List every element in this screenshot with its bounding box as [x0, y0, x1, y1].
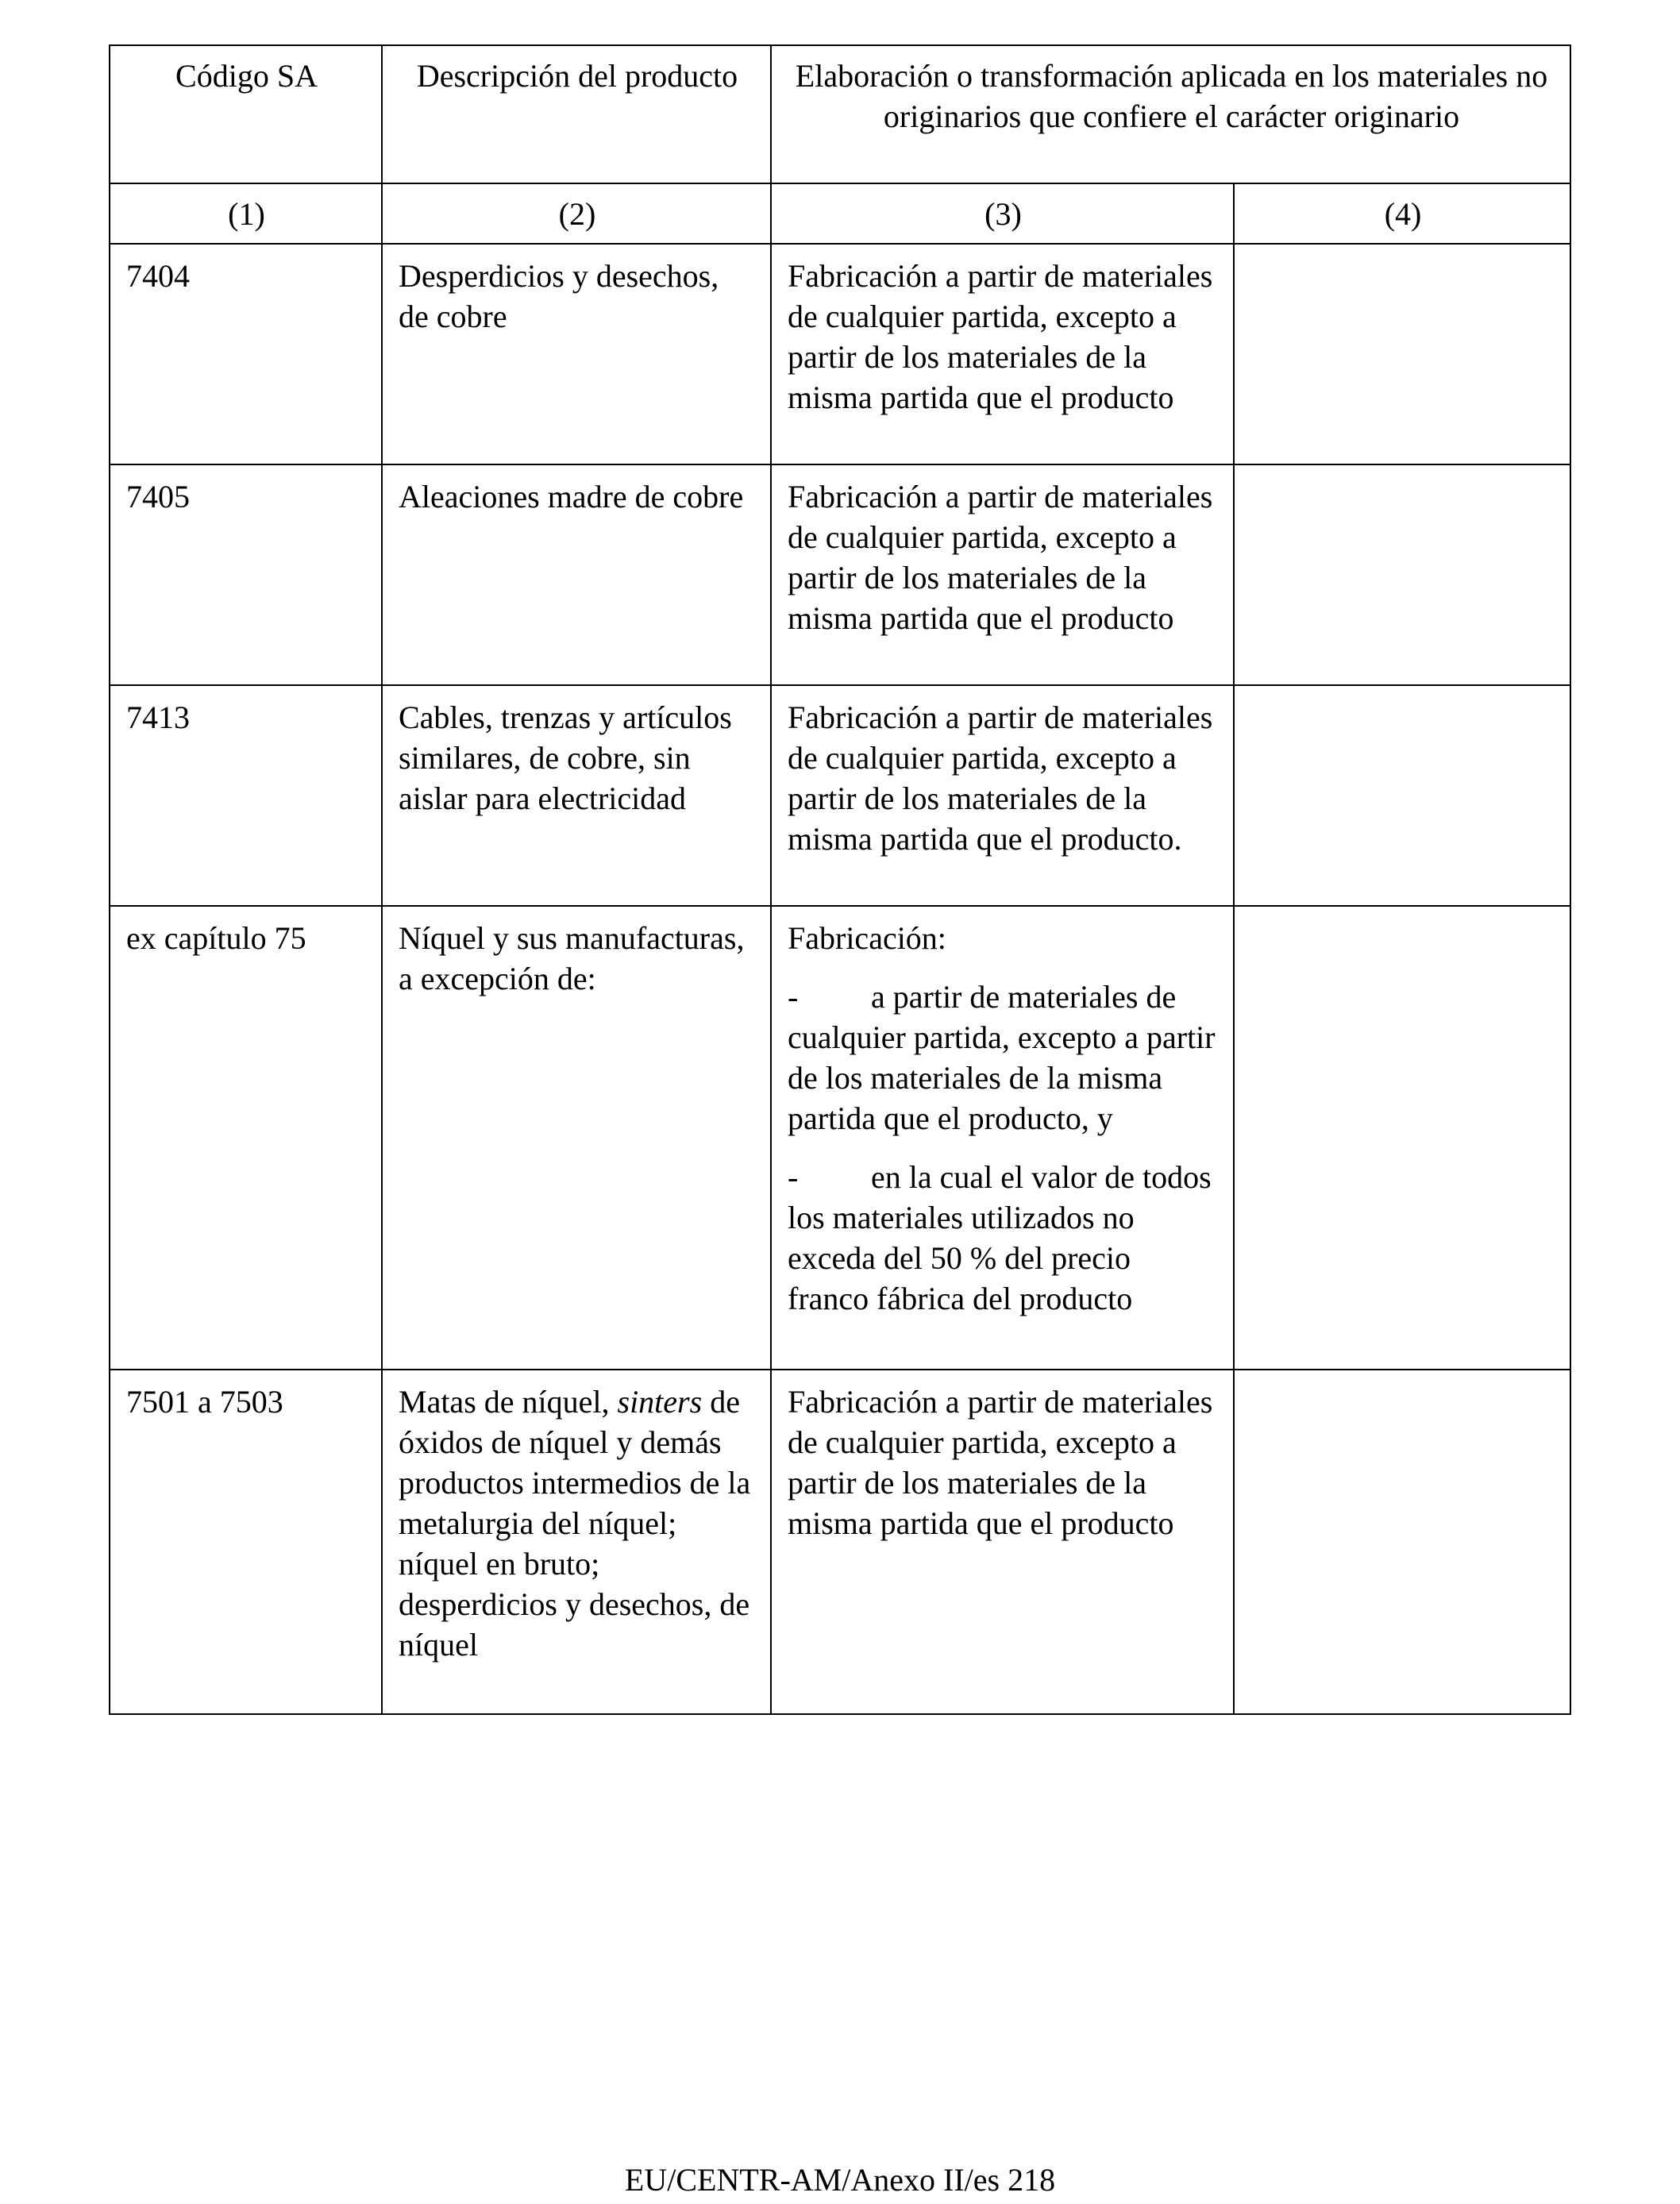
description-text: de óxidos de níquel y demás productos intermedios de la metalurgia del níquel; níquel en bruto; desperdicios y desechos, de níquel — [399, 1384, 751, 1663]
description-cell — [382, 1370, 771, 1714]
column4-cell — [1234, 244, 1570, 464]
dash-marker: - — [788, 1159, 799, 1195]
column4-cell — [1234, 1370, 1570, 1714]
description-italic-term: sinters — [617, 1384, 703, 1420]
description-cell: Aleaciones madre de cobre — [382, 464, 771, 685]
hs-code-cell: 7413 — [110, 685, 382, 906]
header-product-description: Descripción del producto — [382, 45, 771, 183]
rule-list-item-text: a partir de materiales de cualquier partida, excepto a partir de los materiales de la misma partida que el producto, y — [788, 979, 1216, 1136]
description-cell: Níquel y sus manufacturas, a excepción de: — [382, 906, 771, 1370]
hs-code-cell: 7404 — [110, 244, 382, 464]
description-cell: Desperdicios y desechos, de cobre — [382, 244, 771, 464]
rules-of-origin-table — [109, 44, 1571, 1715]
table-header-row — [110, 45, 1570, 183]
column-number-row — [110, 183, 1570, 244]
table-row — [110, 1370, 1570, 1714]
rule-list-item-text: en la cual el valor de todos los materiales utilizados no exceda del 50 % del precio franco fábrica del producto — [788, 1159, 1212, 1316]
description-cell: Cables, trenzas y artículos similares, de cobre, sin aislar para electricidad — [382, 685, 771, 906]
rule-cell: Fabricación a partir de materiales de cualquier partida, excepto a partir de los materiales de la misma partida que el producto — [771, 1370, 1234, 1714]
rule-cell: Fabricación a partir de materiales de cualquier partida, excepto a partir de los materiales de la misma partida que el producto — [771, 464, 1234, 685]
dash-marker: - — [788, 979, 799, 1015]
hs-code-cell: ex capítulo 75 — [110, 906, 382, 1370]
table-row — [110, 464, 1570, 685]
column-number-1: (1) — [110, 183, 382, 244]
column4-cell — [1234, 464, 1570, 685]
hs-code-cell: 7405 — [110, 464, 382, 685]
rule-cell — [771, 906, 1234, 1370]
table-row — [110, 685, 1570, 906]
rule-list-item — [788, 977, 1219, 1139]
rule-cell: Fabricación a partir de materiales de cualquier partida, excepto a partir de los materiales de la misma partida que el producto — [771, 244, 1234, 464]
page-footer: EU/CENTR-AM/Anexo II/es 218 — [624, 2162, 1056, 2198]
column-number-4: (4) — [1234, 183, 1570, 244]
header-hs-code: Código SA — [110, 45, 382, 183]
column-number-2: (2) — [382, 183, 771, 244]
column-number-3: (3) — [771, 183, 1234, 244]
column4-cell — [1234, 685, 1570, 906]
header-processing-rule: Elaboración o transformación aplicada en los materiales no originarios que confiere el carácter originario — [771, 45, 1570, 183]
hs-code-cell: 7501 a 7503 — [110, 1370, 382, 1714]
table-row — [110, 244, 1570, 464]
rule-list-item — [788, 1157, 1219, 1319]
table-row — [110, 906, 1570, 1370]
column4-cell — [1234, 906, 1570, 1370]
description-text: Matas de níquel, — [399, 1384, 618, 1420]
rule-intro: Fabricación: — [788, 920, 946, 956]
rule-cell: Fabricación a partir de materiales de cualquier partida, excepto a partir de los materiales de la misma partida que el producto. — [771, 685, 1234, 906]
